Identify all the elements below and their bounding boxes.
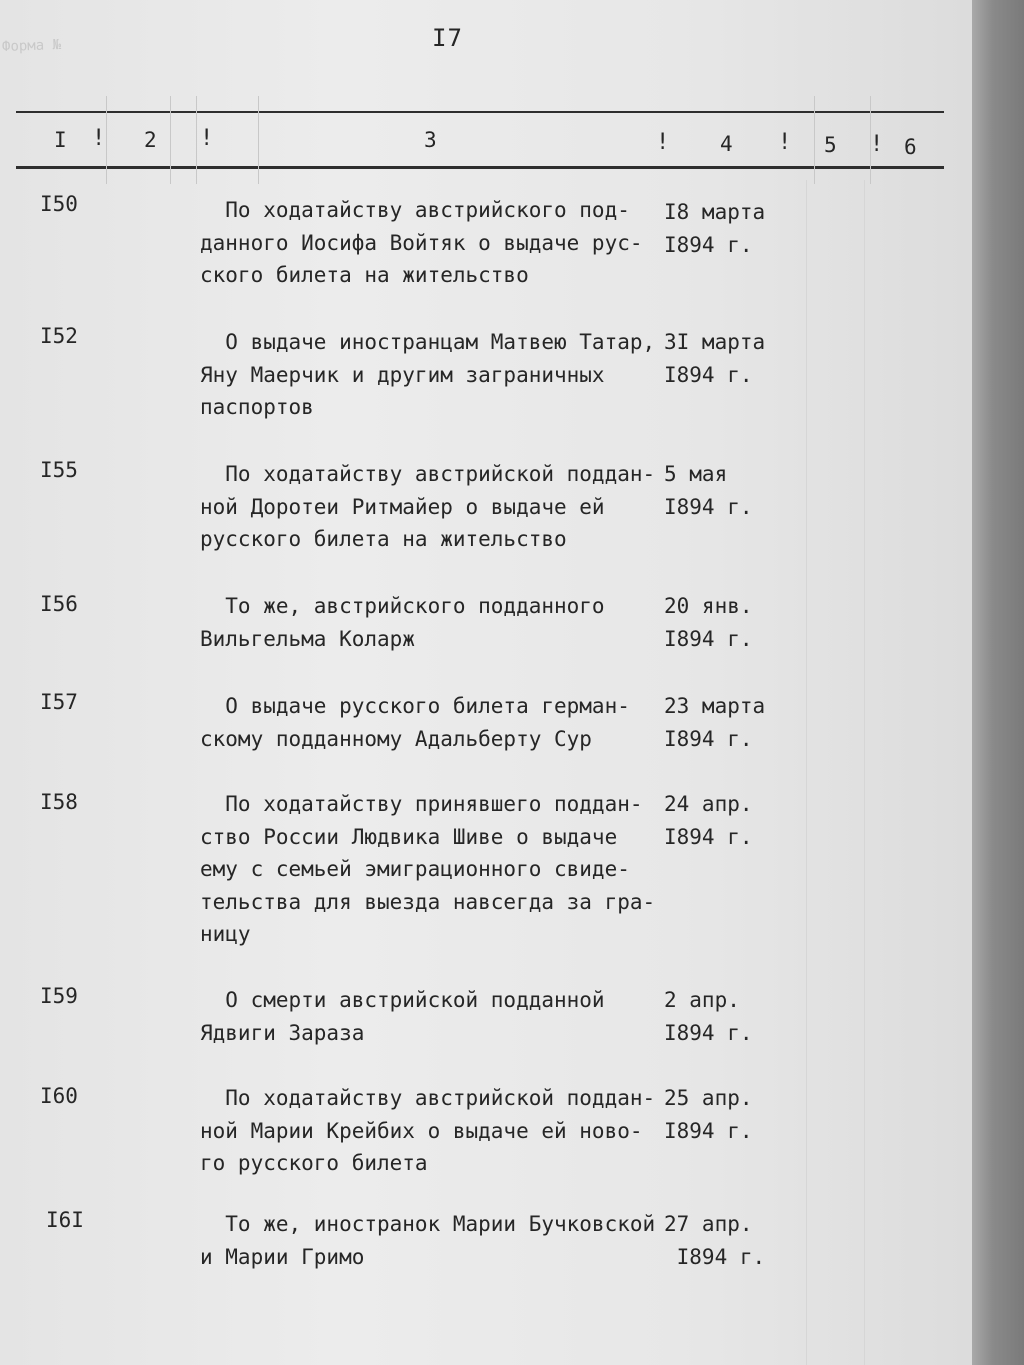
page-number: I7: [432, 24, 463, 52]
entry-description: То же, австрийского подданного Вильгельма Коларж: [200, 594, 605, 651]
header-bottom-rule: [16, 166, 944, 169]
column-separator: !: [870, 132, 884, 157]
column-divider: [106, 96, 107, 184]
column-separator: !: [200, 126, 214, 151]
entry-description: По ходатайству принявшего поддан- ство России Людвика Шиве о выдаче ему с семьей эмиграционного свиде- тельства для выезда навсегда за гра- ницу: [200, 792, 656, 946]
entry-date: 25 апр. I894 г.: [664, 1086, 753, 1143]
column-divider: [258, 96, 259, 184]
bleed-through-line: [806, 180, 807, 1365]
column-separator: !: [656, 130, 670, 155]
entry-date: I8 марта I894 г.: [664, 200, 766, 257]
entry-date: 27 апр. I894 г.: [664, 1212, 766, 1269]
column-separator: !: [778, 130, 792, 155]
entry-description: О выдаче русского билета герман- скому подданному Адальберту Сур: [200, 694, 630, 751]
column-header-4: 4: [720, 132, 733, 156]
entry-number: I59: [40, 984, 78, 1008]
entry-number: I50: [40, 192, 78, 216]
entry-date: 2 апр. I894 г.: [664, 988, 753, 1045]
column-header-3: 3: [424, 128, 437, 152]
column-divider: [170, 96, 171, 184]
entry-number: I55: [40, 458, 78, 482]
header-top-rule: [16, 111, 944, 113]
entry-description: О выдаче иностранцам Матвею Татар, Яну Маерчик и другим заграничных паспортов: [200, 330, 656, 419]
entry-date: 24 апр. I894 г.: [664, 792, 753, 849]
entry-date: 20 янв. I894 г.: [664, 594, 753, 651]
entry-date: 23 марта I894 г.: [664, 694, 766, 751]
entry-description: По ходатайству австрийского под- данного Иосифа Войтяк о выдаче рус- ского билета на жительство: [200, 198, 643, 287]
column-header-1: I: [54, 128, 67, 152]
column-header-5: 5: [824, 133, 837, 157]
column-header-2: 2: [144, 128, 157, 152]
column-divider: [196, 96, 197, 184]
entry-date: 3I марта I894 г.: [664, 330, 766, 387]
entry-description: По ходатайству австрийской поддан- ной Марии Крейбих о выдаче ей ново- го русского билета: [200, 1086, 656, 1175]
entry-number: I56: [40, 592, 78, 616]
entry-date: 5 мая I894 г.: [664, 462, 753, 519]
column-divider: [814, 96, 815, 184]
entry-description: По ходатайству австрийской поддан- ной Доротеи Ритмайер о выдаче ей русского билета на жительство: [200, 462, 656, 551]
desk-background: [972, 0, 1024, 1365]
column-separator: !: [92, 126, 106, 151]
entry-number: I52: [40, 324, 78, 348]
bleed-through-line: [864, 180, 865, 1365]
entry-number: I60: [40, 1084, 78, 1108]
entry-number: I57: [40, 690, 78, 714]
margin-stamp: Форма №: [1, 36, 62, 56]
entry-number: I58: [40, 790, 78, 814]
entry-description: О смерти австрийской подданной Ядвиги Зараза: [200, 988, 605, 1045]
entry-description: То же, иностранок Марии Бучковской и Марии Гримо: [200, 1212, 656, 1269]
entry-number: I6I: [46, 1208, 84, 1232]
column-header-6: 6: [904, 135, 917, 159]
